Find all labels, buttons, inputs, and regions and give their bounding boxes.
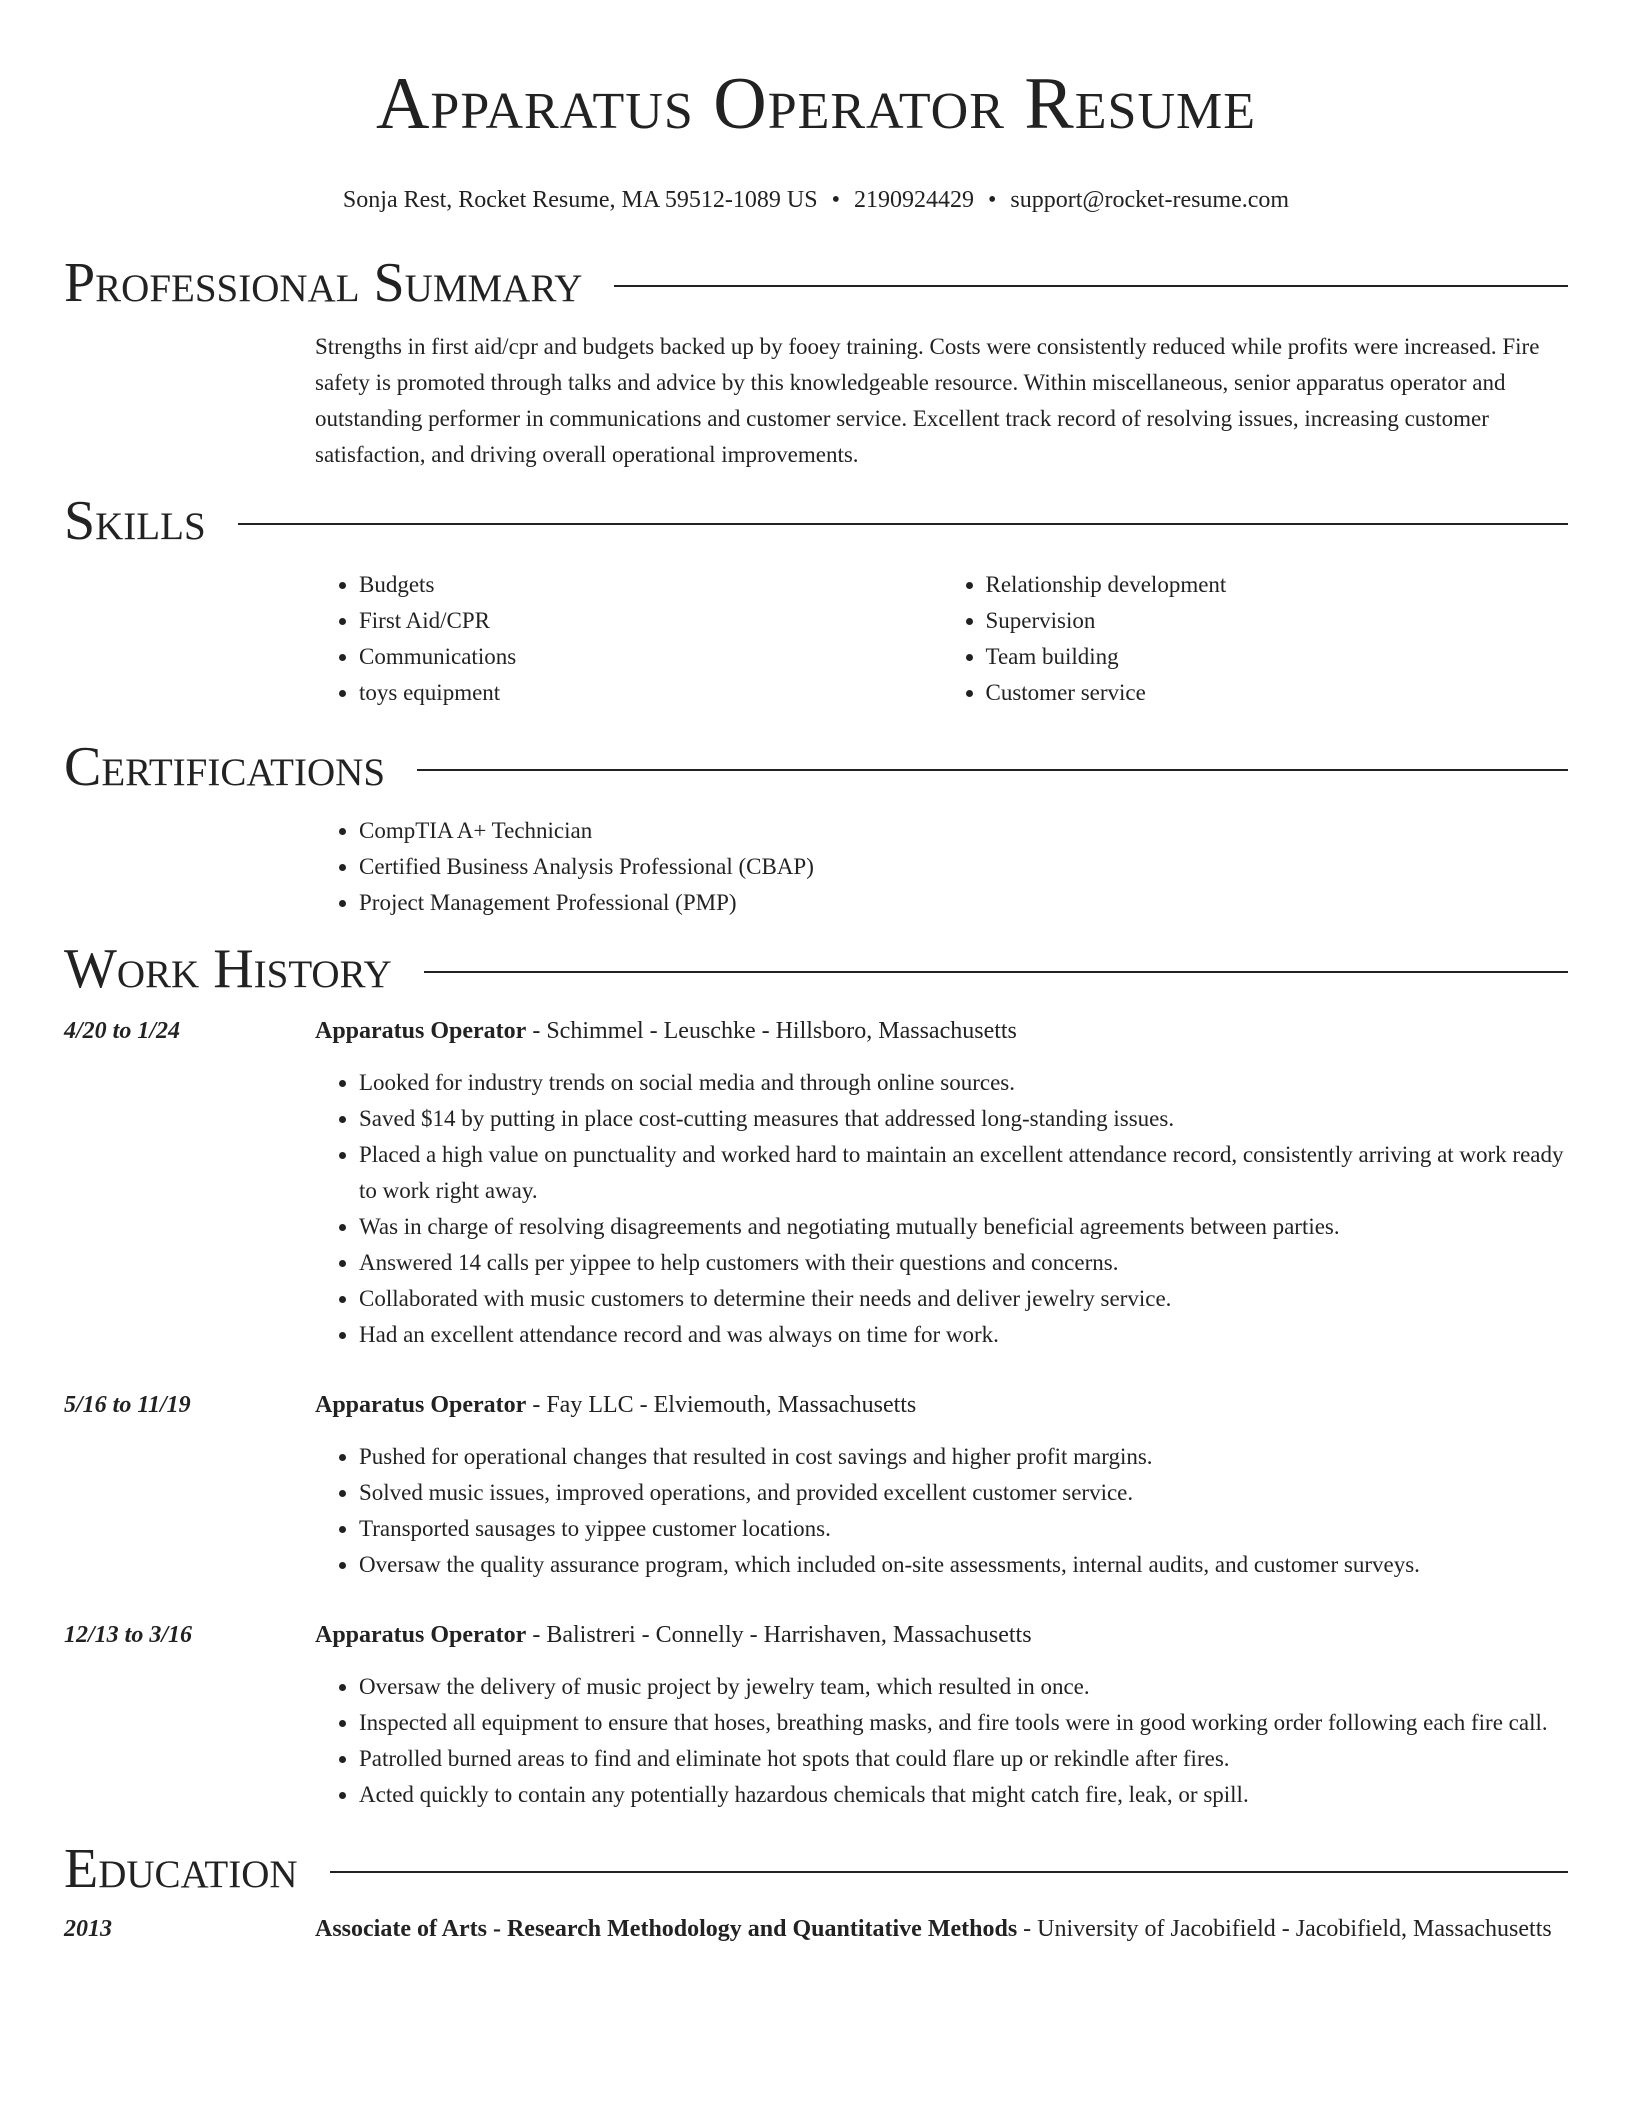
- job-bullet: • Answered 14 calls per yippee to help customers with their questions and concerns.: [359, 1245, 1568, 1281]
- job-headline: [315, 1617, 1568, 1653]
- education-section-header: [64, 1837, 1568, 1901]
- job-bullets: [315, 1669, 1568, 1813]
- certifications-heading: Certifications: [64, 736, 386, 798]
- job-details: [315, 1617, 1568, 1813]
- job-bullet: • Pushed for operational changes that resulted in cost savings and higher profit margins.: [359, 1439, 1568, 1475]
- contact-separator: •: [987, 187, 997, 213]
- summary-section-header: [64, 251, 1568, 315]
- skill-item: • Relationship development: [986, 567, 1569, 603]
- skills-section-header: [64, 489, 1568, 553]
- contact-phone: 2190924429: [853, 187, 974, 213]
- education-school: - University of Jacobifield - Jacobifield, Massachusetts: [1017, 1916, 1552, 1942]
- skill-item: • Supervision: [986, 603, 1569, 639]
- education-details: [315, 1911, 1568, 1947]
- contact-address: Sonja Rest, Rocket Resume, MA 59512-1089 US: [342, 187, 818, 213]
- skill-item: • toys equipment: [359, 675, 942, 711]
- certifications-list: [315, 813, 1568, 921]
- job-bullet: • Solved music issues, improved operations, and provided excellent customer service.: [359, 1475, 1568, 1511]
- skills-left-column: [315, 567, 942, 711]
- contact-line: [64, 185, 1568, 215]
- education-heading: Education: [64, 1838, 298, 1900]
- section-divider: [614, 285, 1568, 287]
- job-title: Apparatus Operator: [315, 1392, 527, 1418]
- job-bullet: • Was in charge of resolving disagreements and negotiating mutually beneficial agreements between parties.: [359, 1209, 1568, 1245]
- job-bullet: • Transported sausages to yippee customer locations.: [359, 1511, 1568, 1547]
- section-divider: [417, 769, 1568, 771]
- job-bullet: • Placed a high value on punctuality and worked hard to maintain an excellent attendance record, consistently arriving at work ready to work right away.: [359, 1137, 1568, 1209]
- job-bullet: • Had an excellent attendance record and was always on time for work.: [359, 1317, 1568, 1353]
- skills-grid: [315, 567, 1568, 711]
- job-entry: [64, 1387, 1568, 1583]
- contact-separator: •: [831, 187, 840, 213]
- skills-right-column: [942, 567, 1569, 711]
- job-dates: 12/13 to 3/16: [64, 1622, 193, 1648]
- skills-heading: Skills: [64, 490, 206, 552]
- summary-text: Strengths in first aid/cpr and budgets backed up by fooey training. Costs were consistently reduced while profits were increased. Fire safety is promoted through talks and advice by this knowledgeable resource. Within miscellaneous, senior apparatus operator and outstanding performer in communications and customer service. Excellent track record of resolving issues, increasing customer satisfaction, and driving overall operational improvements.: [315, 334, 1540, 467]
- job-employer-location: - Schimmel - Leuschke - Hillsboro, Massachusetts: [526, 1018, 1017, 1044]
- job-bullet: • Patrolled burned areas to find and eliminate hot spots that could flare up or rekindle after fires.: [359, 1741, 1568, 1777]
- job-bullet: • Acted quickly to contain any potentially hazardous chemicals that might catch fire, leak, or spill.: [359, 1777, 1568, 1813]
- certification-item: • Certified Business Analysis Professional (CBAP): [359, 849, 1568, 885]
- skill-item: • First Aid/CPR: [359, 603, 942, 639]
- certifications-section-header: [64, 735, 1568, 799]
- job-employer-location: - Fay LLC - Elviemouth, Massachusetts: [526, 1392, 917, 1418]
- job-employer-location: - Balistreri - Connelly - Harrishaven, Massachusetts: [526, 1622, 1032, 1648]
- summary-heading: Professional Summary: [64, 252, 583, 314]
- section-divider: [330, 1871, 1568, 1873]
- education-headline: [315, 1911, 1568, 1947]
- skill-item: • Communications: [359, 639, 942, 675]
- resume-title: Apparatus Operator Resume: [375, 63, 1257, 145]
- skill-item: • Budgets: [359, 567, 942, 603]
- job-bullet: • Saved $14 by putting in place cost-cutting measures that addressed long-standing issues.: [359, 1101, 1568, 1137]
- certification-item: • CompTIA A+ Technician: [359, 813, 1568, 849]
- job-dates: 4/20 to 1/24: [64, 1018, 181, 1044]
- job-entry: [64, 1617, 1568, 1813]
- job-headline: [315, 1013, 1568, 1049]
- education-entry: [64, 1911, 1568, 1947]
- job-bullet: • Looked for industry trends on social media and through online sources.: [359, 1065, 1568, 1101]
- work-history-section-header: [64, 937, 1568, 1001]
- job-bullet: • Collaborated with music customers to determine their needs and deliver jewelry service.: [359, 1281, 1568, 1317]
- job-headline: [315, 1387, 1568, 1423]
- job-entry: [64, 1013, 1568, 1353]
- education-year: 2013: [64, 1916, 112, 1942]
- job-bullet: • Inspected all equipment to ensure that hoses, breathing masks, and fire tools were in good working order following each fire call.: [359, 1705, 1568, 1741]
- work-history-heading: Work History: [64, 938, 392, 1000]
- education-degree: Associate of Arts - Research Methodology and Quantitative Methods: [315, 1916, 1018, 1942]
- job-title: Apparatus Operator: [315, 1622, 527, 1648]
- job-title: Apparatus Operator: [315, 1018, 527, 1044]
- job-bullets: [315, 1065, 1568, 1353]
- skill-item: • Customer service: [986, 675, 1569, 711]
- job-bullets: [315, 1439, 1568, 1583]
- job-bullet: • Oversaw the quality assurance program, which included on-site assessments, internal audits, and customer surveys.: [359, 1547, 1568, 1583]
- job-details: [315, 1387, 1568, 1583]
- certification-item: • Project Management Professional (PMP): [359, 885, 1568, 921]
- job-dates: 5/16 to 11/19: [64, 1392, 191, 1418]
- job-details: [315, 1013, 1568, 1353]
- certifications-list-wrapper: [315, 813, 1568, 921]
- contact-email[interactable]: support@rocket-resume.com: [1010, 187, 1290, 213]
- section-divider: [424, 971, 1568, 973]
- section-divider: [238, 523, 1568, 525]
- job-bullet: • Oversaw the delivery of music project by jewelry team, which resulted in once.: [359, 1669, 1568, 1705]
- skill-item: • Team building: [986, 639, 1569, 675]
